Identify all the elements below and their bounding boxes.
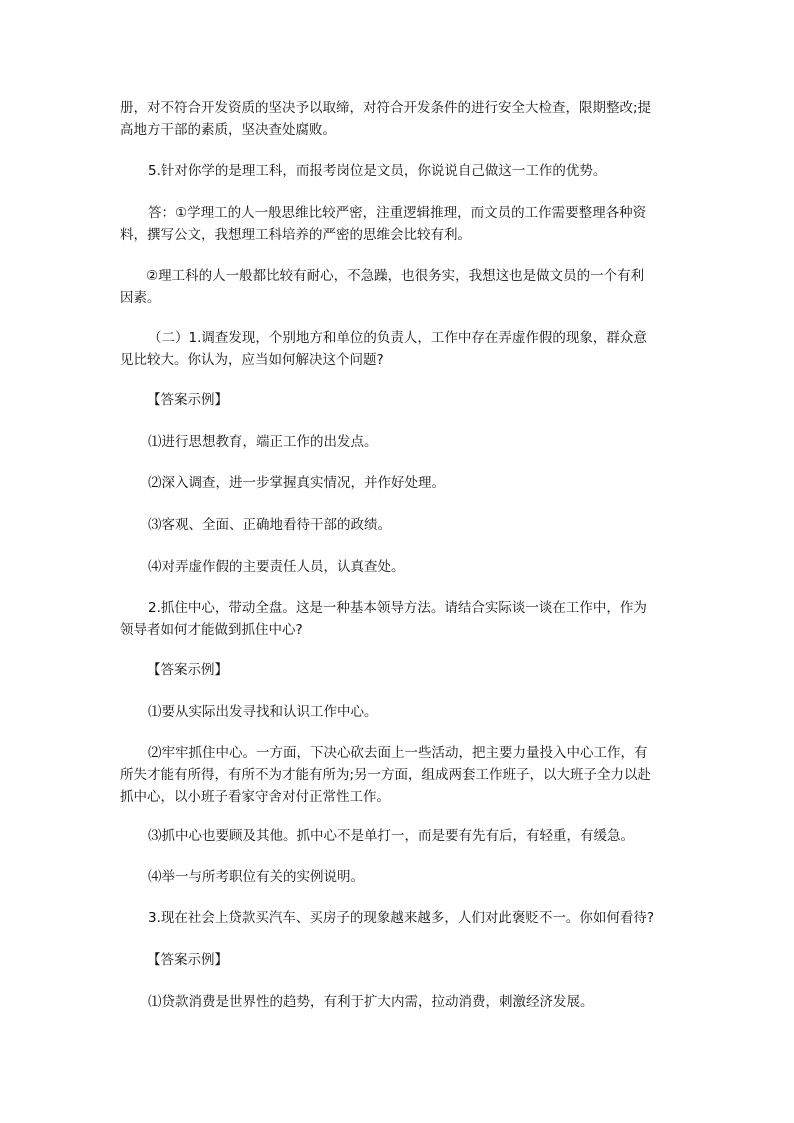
text-line: 【答案示例】 — [147, 662, 228, 678]
text-line: ⑶抓中心也要顾及其他。抓中心不是单打一，而是要有先有后，有轻重，有缓急。 — [148, 828, 634, 844]
text-line: ⑵深入调查，进一步掌握真实情况，并作好处理。 — [148, 475, 445, 491]
text-line: ②理工科的人一般都比较有耐心，不急躁，也很务实，我想这也是做文员的一个有利 — [146, 268, 645, 284]
list-item — [148, 472, 708, 494]
text-line: 册，对不符合开发资质的坚决予以取缔，对符合开发条件的进行安全大检查，限期整改;提 — [120, 100, 652, 116]
question-2 — [120, 597, 680, 641]
answer-example-heading — [147, 659, 707, 681]
text-line: ⑶客观、全面、正确地看待干部的政绩。 — [148, 517, 391, 533]
text-line: 料，撰写公文，我想理工科培养的严密的思维会比较有利。 — [120, 227, 471, 243]
text-line: 5.针对你学的是理工科，而报考岗位是文员，你说说自己做这一工作的优势。 — [148, 163, 607, 179]
text-line: 见比较大。你认为，应当如何解决这个问题? — [120, 352, 384, 368]
text-line: ⑴进行思想教育，端正工作的出发点。 — [148, 434, 378, 450]
question-5 — [148, 160, 708, 182]
text-line: 【答案示例】 — [147, 392, 228, 408]
text-line: ⑵牢牢抓住中心。一方面，下决心砍去面上一些活动，把主要力量投入中心工作，有 — [148, 745, 648, 761]
text-line: 2.抓住中心，带动全盘。这是一种基本领导方法。请结合实际谈一谈在工作中，作为 — [148, 600, 647, 616]
list-item — [148, 514, 708, 536]
answer-example-heading — [147, 949, 707, 971]
text-line: 高地方干部的素质，坚决查处腐败。 — [120, 122, 336, 138]
list-item — [148, 556, 708, 578]
section-2-question-1 — [120, 327, 680, 371]
text-line: 因素。 — [120, 290, 161, 306]
list-item — [148, 825, 708, 847]
text-line: 领导者如何才能做到抓住中心? — [120, 622, 303, 638]
text-line: ⑷举一与所考职位有关的实例说明。 — [148, 869, 364, 885]
text-line: （二）1.调查发现，个别地方和单位的负责人，工作中存在弄虚作假的现象，群众意 — [148, 330, 647, 346]
list-item — [120, 742, 680, 808]
list-item — [148, 431, 708, 453]
text-line: ⑴贷款消费是世界性的趋势，有利于扩大内需，拉动消费，刺激经济发展。 — [148, 994, 594, 1010]
text-line: 抓中心，以小班子看家守舍对付正常性工作。 — [120, 789, 390, 805]
list-item — [148, 991, 708, 1013]
text-line: 答：①学理工的人一般思维比较严密，注重逻辑推理，而文员的工作需要整理各种资 — [148, 205, 647, 221]
answer-example-heading — [147, 389, 707, 411]
answer-paragraph — [120, 202, 680, 246]
text-line: ⑴要从实际出发寻找和认识工作中心。 — [148, 704, 378, 720]
paragraph — [120, 97, 680, 141]
text-line: 3.现在社会上贷款买汽车、买房子的现象越来越多，人们对此褒贬不一。你如何看待? — [148, 910, 655, 926]
list-item — [148, 701, 708, 723]
question-3 — [148, 907, 708, 929]
text-line: 【答案示例】 — [147, 952, 228, 968]
list-item — [148, 866, 708, 888]
text-line: ⑷对弄虚作假的主要责任人员，认真查处。 — [148, 559, 405, 575]
text-line: 所失才能有所得，有所不为才能有所为;另一方面，组成两套工作班子，以大班子全力以赴 — [120, 767, 652, 783]
answer-paragraph — [120, 265, 680, 309]
